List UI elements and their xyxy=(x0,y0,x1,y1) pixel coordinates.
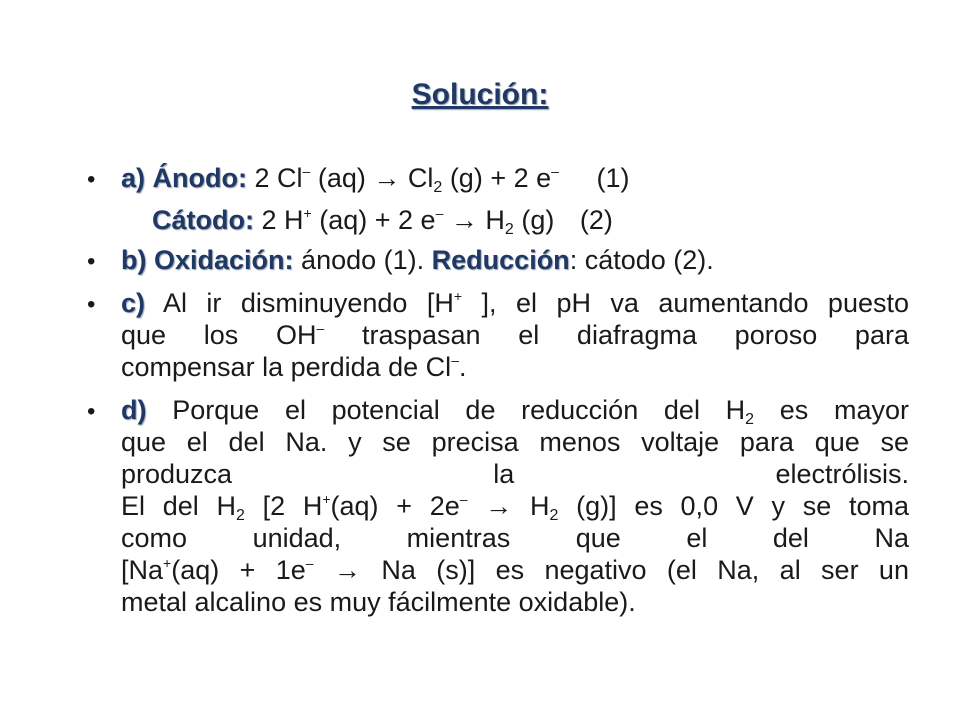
equation-number: (1) xyxy=(596,163,630,193)
state: (g) xyxy=(521,205,555,235)
charge: – xyxy=(302,163,311,179)
item-a-label: a) xyxy=(121,163,146,193)
item-c: c) Al ir disminuyendo [H+ ], el pH va aumentando puesto que los OH– traspasan el diafragma poroso para compensar la perdida de Cl–. xyxy=(121,288,909,382)
oxidation-text: ánodo (1). xyxy=(301,245,425,275)
cathode-product: H xyxy=(485,205,505,235)
item-c-label: c) xyxy=(121,288,146,318)
charge: – xyxy=(435,205,444,221)
bullet-dot: • xyxy=(87,398,96,425)
bullet-dot: • xyxy=(87,291,96,318)
cathode-equation xyxy=(152,204,613,236)
anode-reactant: 2 Cl xyxy=(254,163,303,193)
item-d-label: d) xyxy=(121,395,147,425)
bullet-dot: • xyxy=(87,248,96,275)
bullet-dot: • xyxy=(87,166,96,193)
arrow-icon: → xyxy=(485,491,513,521)
subscript: 2 xyxy=(433,179,443,196)
state: (aq) xyxy=(319,205,368,235)
item-b-label: b) xyxy=(121,245,147,275)
arrow-icon: → xyxy=(450,205,478,235)
state: (g) xyxy=(449,163,483,193)
reduction-text: : cátodo (2). xyxy=(569,245,714,275)
anode-label: Ánodo: xyxy=(152,163,247,193)
equation-number: (2) xyxy=(579,205,613,235)
oxidation-label: Oxidación: xyxy=(154,245,294,275)
charge: – xyxy=(551,163,559,179)
state: (aq) xyxy=(317,163,366,193)
anode-product: Cl xyxy=(407,163,434,193)
arrow-icon: → xyxy=(373,163,401,193)
charge: + xyxy=(303,205,312,221)
subscript: 2 xyxy=(504,221,514,238)
item-b xyxy=(121,244,714,276)
cathode-reactant: 2 H xyxy=(261,205,304,235)
slide-title: Solución: xyxy=(411,78,549,111)
arrow-icon: → xyxy=(333,555,361,585)
cathode-label: Cátodo: xyxy=(152,205,254,235)
reduction-label: Reducción xyxy=(431,245,570,275)
anode-equation xyxy=(121,162,629,194)
electrons: + 2 e xyxy=(374,205,436,235)
electrons: + 2 e xyxy=(490,163,552,193)
item-d: d) Porque el potencial de reducción del $H_2$ es mayor que el del Na. y se precisa menos voltaje para que se produzca la electrólisis. El del $H_2$ [2 $H^+(aq) + 2e^- \to H_2$ (g)] es 0,0 V y se toma como unidad, mientras que el del Na [Na+(aq) + 1e– → Na (s)] es negativo (el Na, al ser un metal alcalino es muy fácilmente oxidable). xyxy=(121,395,909,617)
